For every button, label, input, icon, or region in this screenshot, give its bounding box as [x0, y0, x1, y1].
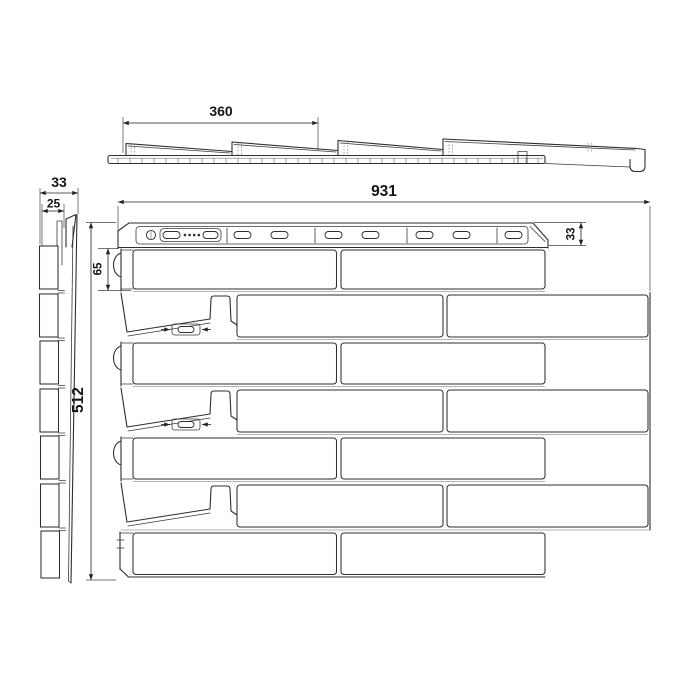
- row-tongue: [210, 296, 237, 325]
- brick-row-4: [121, 388, 648, 435]
- end-hook: [630, 149, 645, 172]
- front-view: [70, 183, 650, 580]
- dimension-512-label: 512: [70, 387, 87, 413]
- row-left-bump: [114, 441, 122, 465]
- brick-row-6: [121, 483, 648, 527]
- brick: [133, 343, 337, 384]
- top-view-base-bar: [108, 156, 545, 164]
- slot-dots: [184, 234, 200, 237]
- side-brick: [40, 389, 59, 432]
- brick: [341, 343, 545, 384]
- brick-row-3: [114, 342, 546, 387]
- side-brick: [41, 436, 60, 479]
- side-view: [40, 174, 79, 583]
- brick-row-2: [121, 293, 648, 340]
- dimension-33-strip-label: 33: [565, 227, 578, 241]
- row-tongue: [210, 391, 237, 420]
- brick: [447, 295, 648, 337]
- brick-row-7: [117, 532, 545, 577]
- side-brick: [41, 484, 60, 527]
- nail-strip: [118, 223, 548, 248]
- row-left-bump: [114, 253, 122, 277]
- brick: [447, 485, 648, 527]
- brick: [237, 485, 443, 527]
- brick: [133, 250, 337, 289]
- brick: [341, 438, 545, 479]
- row-tongue: [210, 486, 237, 515]
- brick: [447, 390, 648, 432]
- brick-row-1: [114, 249, 546, 292]
- nail-slots: [163, 232, 522, 239]
- top-view: [108, 103, 645, 172]
- brick: [133, 533, 337, 575]
- side-brick: [41, 531, 60, 578]
- brick: [237, 295, 443, 337]
- base-bar-ticks: [118, 159, 538, 164]
- dimension-65: [93, 249, 132, 291]
- dimension-65-label: 65: [92, 262, 105, 276]
- side-brick: [40, 294, 59, 337]
- brick: [237, 390, 443, 432]
- side-brick: [40, 246, 59, 289]
- brick: [133, 438, 337, 479]
- side-brick: [40, 341, 59, 384]
- dimension-931-label: 931: [371, 183, 397, 200]
- dimension-360-label: 360: [209, 103, 233, 119]
- brick: [341, 250, 545, 289]
- dimension-25-label: 25: [46, 196, 61, 211]
- brick-row-5: [114, 437, 546, 482]
- brick: [341, 533, 545, 575]
- row-left-bump: [114, 346, 122, 370]
- dimension-33-side-label: 33: [51, 174, 67, 190]
- dimension-33-strip: [534, 223, 586, 246]
